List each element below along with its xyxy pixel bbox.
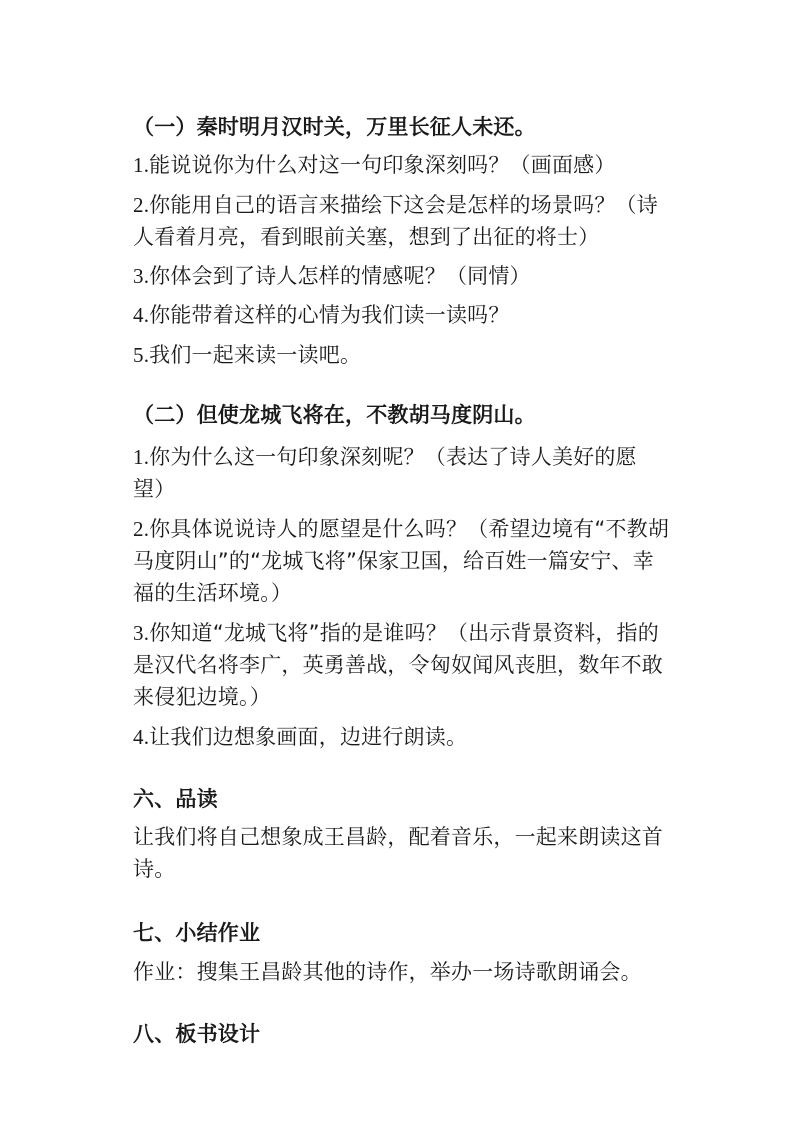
s2-item-2: 2.你具体说说诗人的愿望是什么吗？（希望边境有“不教胡 — [133, 517, 670, 541]
s2-item-1: 1.你为什么这一句印象深刻呢？（表达了诗人美好的愿 — [133, 445, 637, 469]
s2-item-2-cont-2: 福的生活环境。） — [133, 581, 293, 605]
s1-item-3: 3.你体会到了诗人怎样的情感呢？（同情） — [133, 264, 531, 288]
section-6-heading: 六、品读 — [133, 787, 218, 811]
s1-item-2-cont: 人看着月亮，看到眼前关塞，想到了出征的将士） — [133, 225, 600, 249]
s1-item-2: 2.你能用自己的语言来描绘下这会是怎样的场景吗？（诗 — [133, 193, 658, 217]
section-8-heading: 八、板书设计 — [133, 1022, 261, 1046]
s2-item-4: 4.让我们边想象画面，边进行朗读。 — [133, 725, 468, 749]
s1-item-4: 4.你能带着这样的心情为我们读一读吗？ — [133, 303, 510, 327]
s2-item-3-cont-2: 来侵犯边境。） — [133, 685, 271, 709]
s7-body-line-1: 作业：搜集王昌龄其他的诗作，举办一场诗歌朗诵会。 — [133, 960, 642, 984]
s2-item-2-cont-1: 马度阴山”的“龙城飞将”保家卫国，给百姓一篇安宁、幸 — [133, 549, 654, 573]
s6-body-line-2: 诗。 — [133, 857, 176, 881]
s2-item-3-cont-1: 是汉代名将李广，英勇善战，令匈奴闻风丧胆，数年不敢 — [133, 653, 663, 677]
s2-item-1-cont: 望） — [133, 477, 176, 501]
section-1-heading: （一）秦时明月汉时关，万里长征人未还。 — [133, 115, 536, 139]
s2-item-3: 3.你知道“龙城飞将”指的是谁吗？（出示背景资料，指的 — [133, 621, 659, 645]
section-7-heading: 七、小结作业 — [133, 921, 261, 945]
s6-body-line-1: 让我们将自己想象成王昌龄，配着音乐，一起来朗读这首 — [133, 825, 663, 849]
s1-item-5: 5.我们一起来读一读吧。 — [133, 343, 362, 367]
section-2-heading: （二）但使龙城飞将在，不教胡马度阴山。 — [133, 403, 536, 427]
s1-item-1: 1.能说说你为什么对这一句印象深刻吗？（画面感） — [133, 153, 616, 177]
